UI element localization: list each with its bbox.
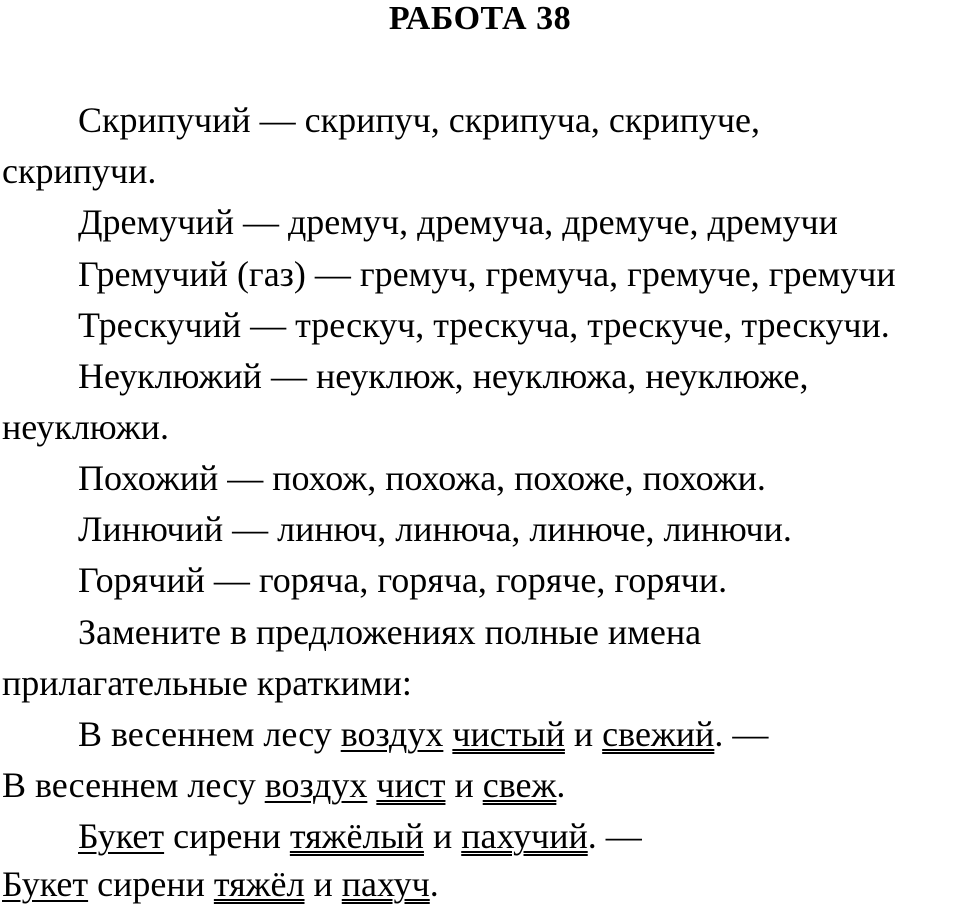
text-line: Горячий — горяча, горяча, горяче, горячи. — [78, 560, 728, 600]
subject-underlined: Букет — [2, 864, 89, 904]
text-line: прилагательные краткими: — [2, 663, 412, 703]
text-line: Гремучий (газ) — гремуч, гремуча, гремуче, гремучи — [78, 254, 896, 294]
subject-underlined: воздух — [340, 714, 444, 754]
text-fragment: и — [445, 765, 483, 805]
text-line: Линючий — линюч, линюча, линюче, линючи. — [78, 509, 792, 549]
text-fragment: и — [304, 864, 342, 904]
example-sentence — [78, 714, 768, 754]
predicate-underlined: свежий — [602, 714, 715, 754]
text-fragment: сирени — [164, 816, 290, 856]
subject-underlined: воздух — [264, 765, 368, 805]
subject-underlined: Букет — [78, 816, 165, 856]
text-fragment: В весеннем лесу — [78, 714, 341, 754]
predicate-underlined: тяжёл — [213, 864, 305, 904]
predicate-underlined: тяжёлый — [289, 816, 424, 856]
example-sentence — [2, 765, 565, 805]
text-line: Скрипучий — скрипуч, скрипуча, скрипуче, — [78, 100, 760, 140]
text-fragment: . — [556, 765, 566, 805]
text-line: Трескучий — трескуч, трескуча, трескуче, трескучи. — [78, 305, 890, 345]
predicate-underlined: свеж — [482, 765, 557, 805]
text-line: неуклюжи. — [2, 407, 169, 447]
example-sentence — [2, 864, 439, 904]
text-line: Дремучий — дремуч, дремуча, дремуче, дремучи — [78, 202, 838, 242]
text-line: Замените в предложениях полные имена — [78, 612, 702, 652]
predicate-underlined: пахучий — [461, 816, 588, 856]
text-fragment: . — — [587, 816, 642, 856]
text-line: Похожий — похож, похожа, похоже, похожи. — [78, 458, 766, 498]
predicate-underlined: чист — [376, 765, 446, 805]
text-fragment: и — [564, 714, 603, 754]
text-fragment: и — [423, 816, 462, 856]
text-fragment: . — — [714, 714, 769, 754]
predicate-underlined: пахуч — [341, 864, 430, 904]
predicate-underlined: чистый — [452, 714, 565, 754]
example-sentence — [78, 816, 642, 856]
page-title: РАБОТА 38 — [388, 0, 572, 37]
text-line: скрипучи. — [2, 151, 157, 191]
text-fragment: В весеннем лесу — [2, 765, 265, 805]
text-fragment: . — [429, 864, 439, 904]
text-line: Неуклюжий — неуклюж, неуклюжа, неуклюже, — [78, 356, 809, 396]
text-fragment: сирени — [88, 864, 214, 904]
